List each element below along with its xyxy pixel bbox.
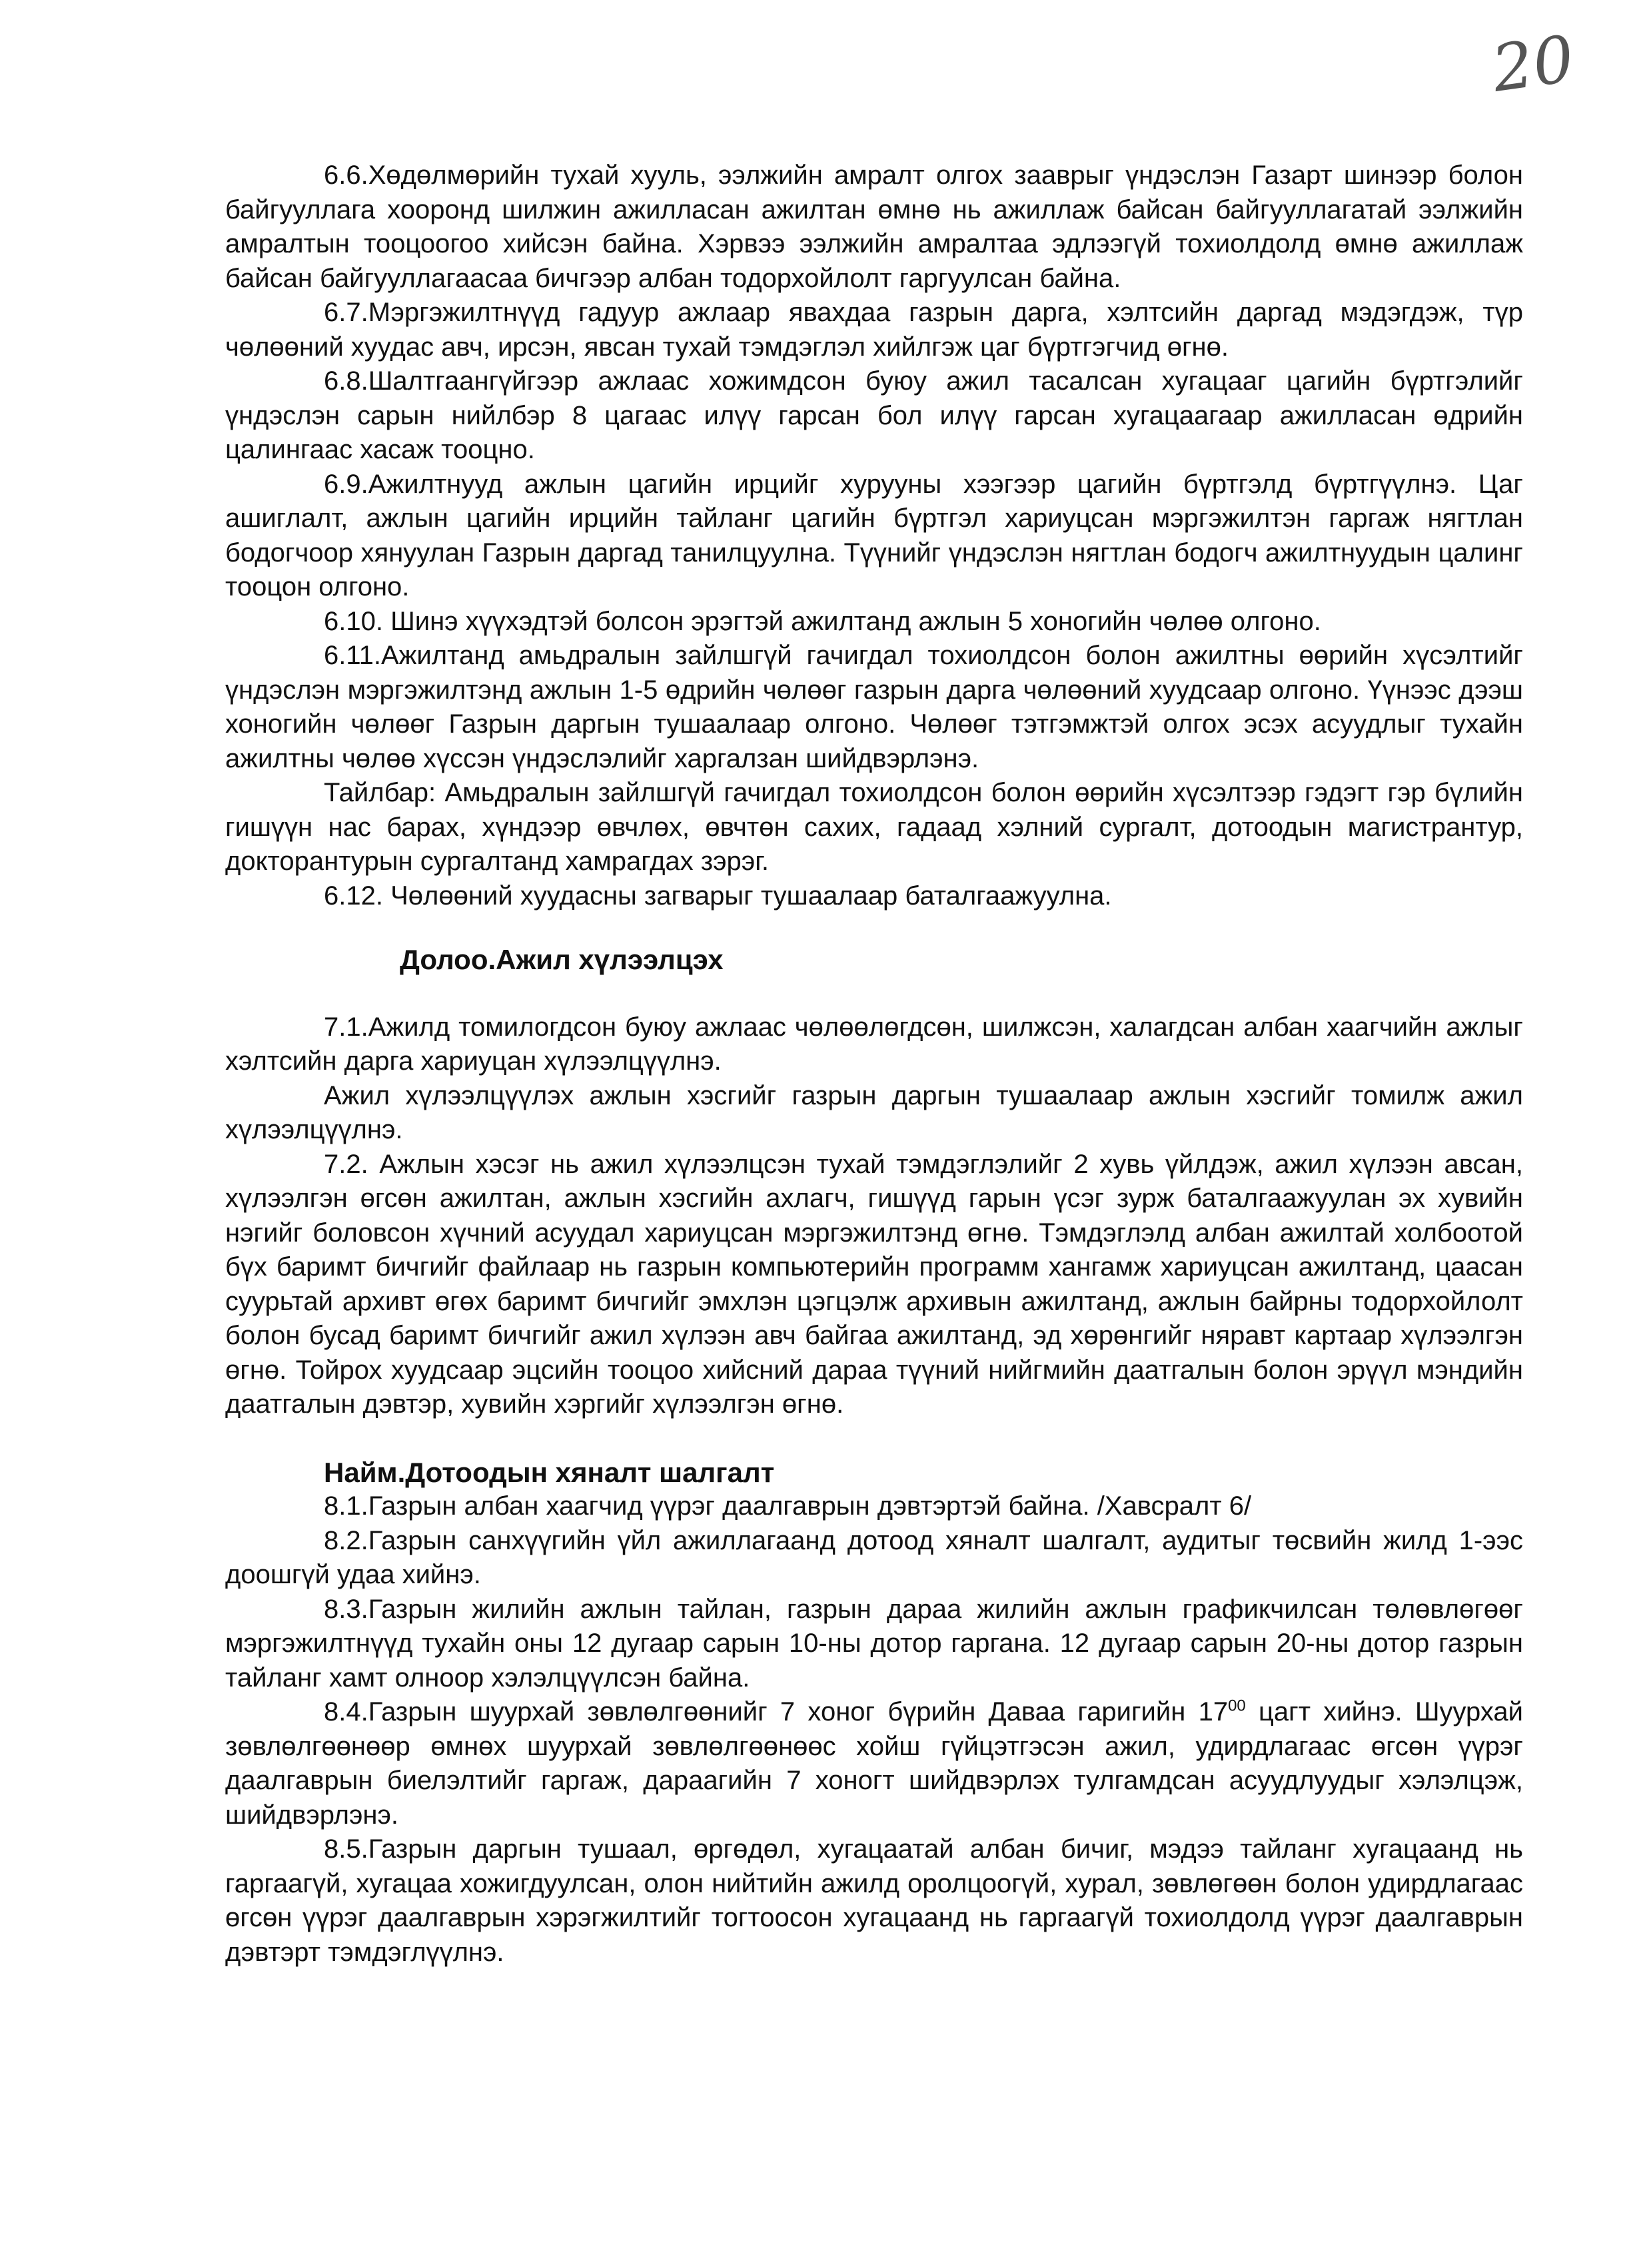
paragraph-6-10: 6.10. Шинэ хүүхэдтэй болсон эрэгтэй ажилтанд ажлын 5 хоногийн чөлөө олгоно. (324, 606, 1321, 636)
paragraph-6-11: 6.11.Ажилтанд амьдралын зайлшгүй гачигдал тохиолдсон болон ажилтны өөрийн хүсэлтийг үндэслэн мэргэжилтэнд ажлын 1-5 өдрийн чөлөөг газрын дарга чөлөөний хуудсаар олгоно. Үүнээс дээш хоногийн чөлөөг Газрын даргын тушаалаар олгоно. Чөлөөг тэтгэмжтэй олгох эсэх асуудлыг тухайн ажилтны чөлөө хүссэн үндэслэлийг харгалзан шийдвэрлэнэ. (225, 641, 1523, 773)
paragraph-8-4-rest: цагт хийнэ. Шуурхай зөвлөлгөөнөөр өмнөх шуурхай зөвлөлгөөнөөс хойш гүйцэтгэсэн ажил, удирдлагаас өгсөн үүрэг даалгаврын биелэлтийг гаргаж, дараагийн 7 хоногт шийдвэрлэх тулгамдсан асуудлуудыг хэлэлцэж, шийдвэрлэнэ. (225, 1697, 1523, 1830)
paragraph-8-5: 8.5.Газрын даргын тушаал, өргөдөл, хугацаатай албан бичиг, мэдээ тайланг хугацаанд нь гаргаагүй, хугацаа хожигдуулсан, олон нийтийн ажилд оролцоогүй, хурал, зөвлөгөөн болон удирдлагаас өгсөн үүрэг даалгаврын хэрэгжилтийг тогтоосон хугацаанд нь гаргаагүй тохиолдолд үүрэг даалгаврын дэвтэрт тэмдэглүүлнэ. (225, 1834, 1523, 1967)
paragraph-8-3: 8.3.Газрын жилийн ажлын тайлан, газрын дараа жилийн ажлын графикчилсан төлөвлөгөөг мэргэжилтнүүд тухайн оны 12 дугаар сарын 10-ны дотор гаргана. 12 дугаар сарын 20-ны дотор газрын тайланг хамт олноор хэлэлцүүлсэн байна. (225, 1594, 1523, 1693)
paragraph-8-4 (225, 1695, 1523, 1832)
section-8-heading: Найм.Дотоодын хяналт шалгалт (324, 1456, 775, 1488)
document-body (225, 159, 1523, 1970)
paragraph-7-2: 7.2. Ажлын хэсэг нь ажил хүлээлцсэн тухай тэмдэглэлийг 2 хувь үйлдэж, ажил хүлээн авсан, хүлээлгэн өгсөн ажилтан, ажлын хэсгийн ахлагч, гишүүд гарын үсэг зурж баталгаажуулан эх хувийн нэгийг боловсон хүчний асуудал хариуцсан мэргэжилтэнд өгнө. Тэмдэглэлд албан ажилтай холбоотой бүх баримт бичгийг файлаар нь газрын компьютерийн программ хангамж хариуцсан ажилтанд, цаасан суурьтай архивт өгөх баримт бичгийг эмхлэн цэгцэлж архивын ажилтанд, ажлын байрны тодорхойлолт болон бусад баримт бичгийг ажил хүлээн авч байгаа ажилтанд, эд хөрөнгийг няравт картаар хүлээлгэн өгнө. Тойрох хуудсаар эцсийн тооцоо хийсний дараа түүний нийгмийн даатгалын болон эрүүл мэндийн даатгалын дэвтэр, хувийн хэргийг хүлээлгэн өгнө. (225, 1149, 1523, 1419)
paragraph-8-1: 8.1.Газрын албан хаагчид үүрэг даалгаврын дэвтэртэй байна. /Хавсралт 6/ (324, 1491, 1252, 1521)
time-superscript: 00 (1228, 1697, 1246, 1715)
paragraph-6-8: 6.8.Шалтгаангүйгээр ажлаас хожимдсон буюу ажил тасалсан хугацааг цагийн бүртгэлийг үндэслэн сарын нийлбэр 8 цагаас илүү гарсан бол илүү гарсан хугацаагаар ажилласан өдрийн цалингаас хасаж тооцно. (225, 366, 1523, 464)
paragraph-7-1b: Ажил хүлээлцүүлэх ажлын хэсгийг газрын даргын тушаалаар ажлын хэсгийг томилж ажил хүлээлцүүлнэ. (225, 1080, 1523, 1144)
paragraph-8-2: 8.2.Газрын санхүүгийн үйл ажиллагаанд дотоод хяналт шалгалт, аудитыг төсвийн жилд 1-ээс доошгүй удаа хийнэ. (225, 1525, 1523, 1589)
paragraph-6-6: 6.6.Хөдөлмөрийн тухай хууль, ээлжийн амралт олгох зааврыг үндэслэн Газарт шинээр болон байгууллага хооронд шилжин ажилласан ажилтан өмнө нь ажиллаж байсан байгууллагатай ээлжийн амралтын тооцоогоо хийсэн байна. Хэрвээ ээлжийн амралтаа эдлээгүй тохиолдолд өмнө ажиллаж байсан байгууллагаасаа бичгээр албан тодорхойлолт гаргуулсан байна. (225, 161, 1523, 293)
paragraph-6-7: 6.7.Мэргэжилтнүүд гадуур ажлаар явахдаа газрын дарга, хэлтсийн даргад мэдэгдэж, түр чөлөөний хуудас авч, ирсэн, явсан тухай тэмдэглэл хийлгэж цаг бүртгэгчид өгнө. (225, 298, 1523, 362)
paragraph-8-4-start: 8.4.Газрын шуурхай зөвлөлгөөнийг 7 хоног бүрийн Даваа гаригийн 17 (324, 1697, 1229, 1726)
paragraph-7-1: 7.1.Ажилд томилогдсон буюу ажлаас чөлөөлөгдсөн, шилжсэн, халагдсан албан хаагчийн ажлыг хэлтсийн дарга хариуцан хүлээлцүүлнэ. (225, 1012, 1523, 1076)
paragraph-6-12: 6.12. Чөлөөний хуудасны загварыг тушаалаар баталгаажуулна. (324, 881, 1112, 911)
paragraph-6-9: 6.9.Ажилтнууд ажлын цагийн ирцийг хурууны хээгээр цагийн бүртгэлд бүртгүүлнэ. Цаг ашиглалт, ажлын цагийн ирцийн тайланг цагийн бүртгэл хариуцсан мэргэжилтэн гаргаж нягтлан бодогчоор хянуулан Газрын даргад танилцуулна. Түүнийг үндэслэн нягтлан бодогч ажилтнуудын цалинг тооцон олгоно. (225, 469, 1523, 601)
section-7-heading: Долоо.Ажил хүлээлцэх (400, 944, 724, 975)
handwritten-page-number: 20 (1487, 21, 1579, 107)
note-paragraph: Тайлбар: Амьдралын зайлшгүй гачигдал тохиолдсон болон өөрийн хүсэлтээр гэдэгт гэр бүлийн гишүүн нас барах, хүндээр өвчлөх, өвчтөн сахих, гадаад хэлний сургалт, дотоодын магистрантур, докторантурын сургалтанд хамрагдах зэрэг. (225, 778, 1523, 876)
